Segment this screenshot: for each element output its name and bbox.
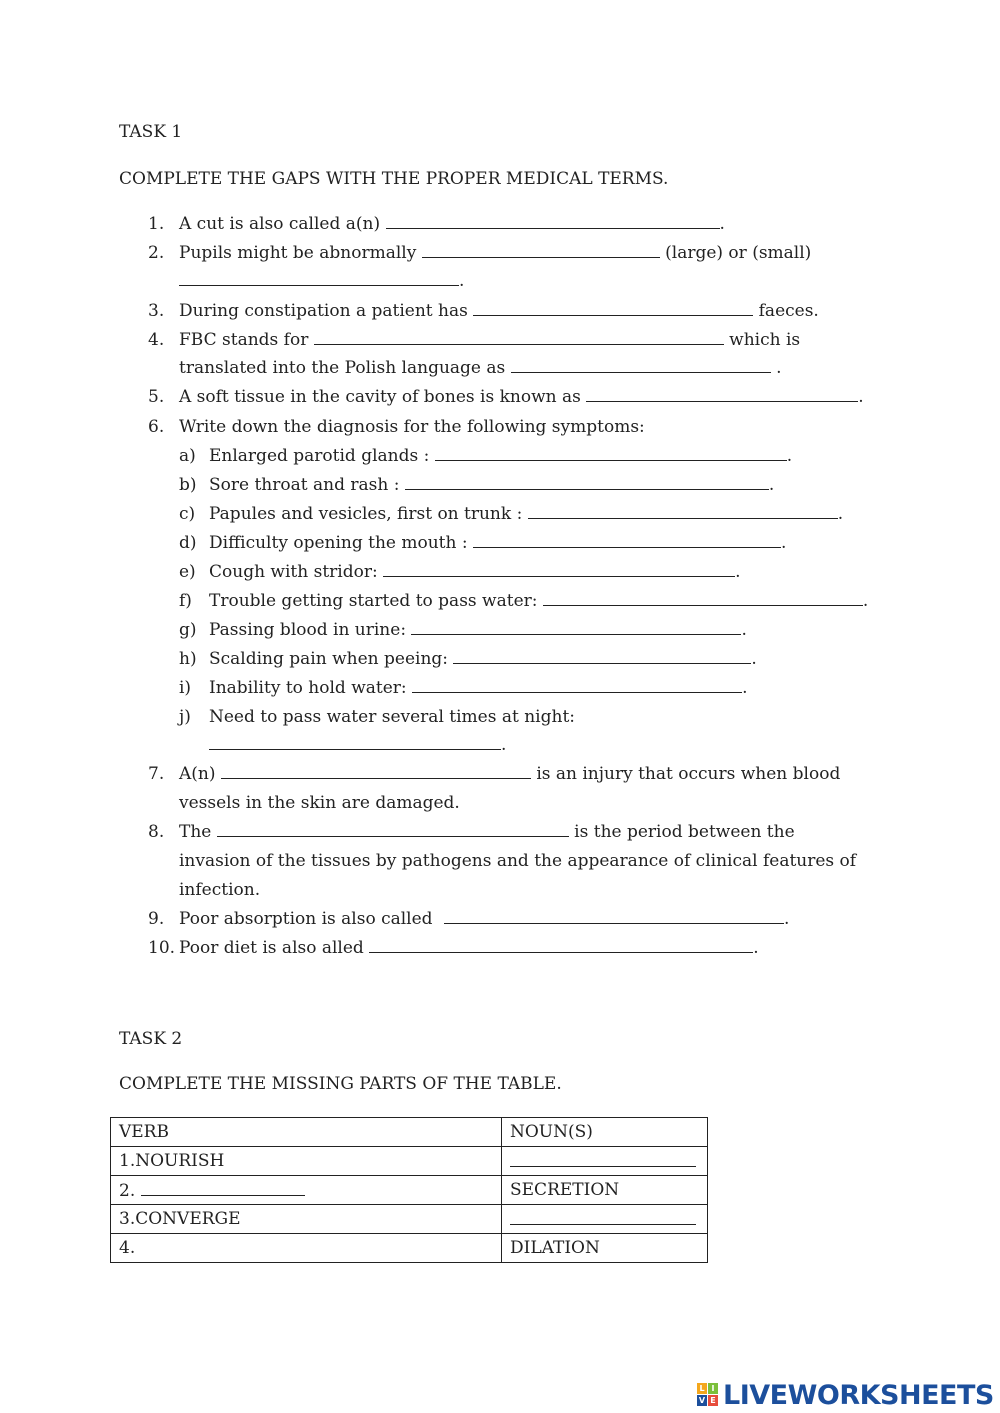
q6i-blank[interactable] xyxy=(412,677,742,693)
q6h xyxy=(209,648,757,670)
q6i-end: . xyxy=(742,678,748,698)
q6h-text: Scalding pain when peeing: xyxy=(209,649,449,669)
q10-number: 10. xyxy=(148,938,176,958)
q6j-text: Need to pass water several times at night: xyxy=(209,707,576,727)
q4 xyxy=(179,329,800,351)
q6j-end: . xyxy=(501,735,507,755)
q10 xyxy=(179,937,759,959)
q6h-label: h) xyxy=(179,649,197,669)
row1-noun-cell xyxy=(502,1147,708,1176)
q6f-end: . xyxy=(862,591,869,611)
q7-line2: vessels in the skin are damaged. xyxy=(179,793,460,813)
q9-text: Poor absorption is also called xyxy=(179,909,433,929)
q6f-blank[interactable] xyxy=(543,590,863,606)
q2 xyxy=(179,242,811,264)
q5-number: 5. xyxy=(148,387,165,407)
q6c-blank[interactable] xyxy=(528,503,838,519)
q6b-text: Sore throat and rash : xyxy=(209,475,400,495)
q6f-text: Trouble getting started to pass water: xyxy=(209,591,538,611)
table-row xyxy=(111,1205,708,1234)
q5-text: A soft tissue in the cavity of bones is known as xyxy=(179,387,581,407)
q2-number: 2. xyxy=(148,243,165,263)
q2-line2 xyxy=(179,270,464,292)
q7-text: A(n) xyxy=(179,764,216,784)
q8-mid: is the period between the xyxy=(574,822,795,842)
q6e-blank[interactable] xyxy=(383,561,735,577)
q6j-line2 xyxy=(209,734,506,756)
q6a-label: a) xyxy=(179,446,196,466)
q4-line2 xyxy=(179,357,781,379)
q6e-text: Cough with stridor: xyxy=(209,562,378,582)
q6a-text: Enlarged parotid glands : xyxy=(209,446,430,466)
q4-line2-text: translated into the Polish language as xyxy=(179,358,506,378)
q2-end: . xyxy=(459,271,465,291)
task2-instruction: COMPLETE THE MISSING PARTS OF THE TABLE. xyxy=(119,1074,562,1094)
row1-noun-blank[interactable] xyxy=(510,1151,696,1167)
table-row xyxy=(111,1147,708,1176)
q4-text: FBC stands for xyxy=(179,330,309,350)
liveworksheets-logo xyxy=(697,1378,994,1412)
q8 xyxy=(179,821,795,843)
q7-number: 7. xyxy=(148,764,165,784)
row4-verb: 4. xyxy=(111,1234,502,1263)
q1-text: A cut is also called a(n) xyxy=(179,214,381,234)
row2-verb-blank[interactable] xyxy=(141,1180,305,1196)
q6e xyxy=(209,561,741,583)
q4-mid: which is xyxy=(729,330,801,350)
q6a-end: . xyxy=(786,446,793,466)
q6a-blank[interactable] xyxy=(435,445,787,461)
q7-mid: is an injury that occurs when blood xyxy=(536,764,841,784)
header-verb: VERB xyxy=(111,1118,502,1147)
row3-verb: 3.CONVERGE xyxy=(111,1205,502,1234)
q4-blank-2[interactable] xyxy=(511,357,771,373)
q6d xyxy=(209,532,786,554)
task1-instruction: COMPLETE THE GAPS WITH THE PROPER MEDICAL TERMS. xyxy=(119,169,669,189)
q6g-text: Passing blood in urine: xyxy=(209,620,407,640)
q6j-label: j) xyxy=(179,707,191,727)
liveworksheets-logo-text: LIVEWORKSHEETS xyxy=(723,1379,994,1411)
q8-text: The xyxy=(179,822,212,842)
q6d-end: . xyxy=(781,533,787,553)
q6f-label: f) xyxy=(179,591,192,611)
q3 xyxy=(179,300,819,322)
q6c-label: c) xyxy=(179,504,196,524)
q7 xyxy=(179,763,840,785)
q8-line2: invasion of the tissues by pathogens and the appearance of clinical features of xyxy=(179,851,857,871)
header-noun: NOUN(S) xyxy=(502,1118,708,1147)
q6d-label: d) xyxy=(179,533,197,553)
q6g-label: g) xyxy=(179,620,197,640)
q5 xyxy=(179,386,864,408)
q2-blank-2[interactable] xyxy=(179,270,459,286)
q6f xyxy=(209,590,868,612)
q6b xyxy=(209,474,774,496)
row4-noun: DILATION xyxy=(502,1234,708,1263)
q8-line3: infection. xyxy=(179,880,261,900)
q10-text: Poor diet is also alled xyxy=(179,938,364,958)
q6d-text: Difficulty opening the mouth : xyxy=(209,533,468,553)
row2-noun: SECRETION xyxy=(502,1176,708,1205)
q4-blank-1[interactable] xyxy=(314,329,724,345)
q6h-end: . xyxy=(751,649,757,669)
row2-verb: 2. xyxy=(119,1180,136,1201)
q6a xyxy=(209,445,792,467)
q1-end: . xyxy=(719,214,725,234)
q3-text: During constipation a patient has xyxy=(179,301,468,321)
row3-noun-blank[interactable] xyxy=(510,1209,696,1225)
q6e-end: . xyxy=(735,562,741,582)
table-row xyxy=(111,1176,708,1205)
q6i-text: Inability to hold water: xyxy=(209,678,407,698)
q2-blank-1[interactable] xyxy=(422,242,660,258)
q5-end: . xyxy=(858,387,864,407)
q7-blank[interactable] xyxy=(221,763,531,779)
verb-noun-table xyxy=(110,1117,708,1263)
q6h-blank[interactable] xyxy=(453,648,751,664)
q6b-label: b) xyxy=(179,475,197,495)
q9 xyxy=(179,908,789,930)
q2-mid: (large) or (small) xyxy=(665,243,812,263)
task2-heading: TASK 2 xyxy=(119,1029,183,1049)
q9-number: 9. xyxy=(148,909,165,929)
q3-end: faeces. xyxy=(758,301,819,321)
row3-noun-cell xyxy=(502,1205,708,1234)
q9-blank[interactable] xyxy=(444,908,784,924)
q6-number: 6. xyxy=(148,417,165,437)
q1 xyxy=(179,213,725,235)
q6d-blank[interactable] xyxy=(473,532,781,548)
q1-blank[interactable] xyxy=(386,213,720,229)
row2-verb-cell xyxy=(111,1176,502,1205)
row1-verb: 1.NOURISH xyxy=(111,1147,502,1176)
task1-heading: TASK 1 xyxy=(119,122,183,142)
q9-end: . xyxy=(783,909,790,929)
q6g-end: . xyxy=(741,620,747,640)
q8-number: 8. xyxy=(148,822,165,842)
q10-end: . xyxy=(753,938,759,958)
q3-number: 3. xyxy=(148,301,165,321)
q4-number: 4. xyxy=(148,330,165,350)
q1-number: 1. xyxy=(148,214,165,234)
q6i xyxy=(209,677,747,699)
q6b-end: . xyxy=(768,475,775,495)
q6i-label: i) xyxy=(179,678,192,698)
q6g xyxy=(209,619,747,641)
q6-text: Write down the diagnosis for the following symptoms: xyxy=(179,417,645,437)
q8-blank[interactable] xyxy=(217,821,569,837)
q6j-blank[interactable] xyxy=(209,734,501,750)
q6b-blank[interactable] xyxy=(405,474,769,490)
table-header-row xyxy=(111,1118,708,1147)
q6g-blank[interactable] xyxy=(411,619,741,635)
liveworksheets-logo-icon: L I V E xyxy=(697,1382,721,1408)
q6c xyxy=(209,503,843,525)
q4-end: . xyxy=(776,358,782,378)
q5-blank[interactable] xyxy=(586,386,858,402)
q6c-end: . xyxy=(837,504,844,524)
q10-blank[interactable] xyxy=(369,937,753,953)
q2-text: Pupils might be abnormally xyxy=(179,243,417,263)
q6c-text: Papules and vesicles, first on trunk : xyxy=(209,504,523,524)
table-row xyxy=(111,1234,708,1263)
q3-blank[interactable] xyxy=(473,300,753,316)
q6e-label: e) xyxy=(179,562,196,582)
